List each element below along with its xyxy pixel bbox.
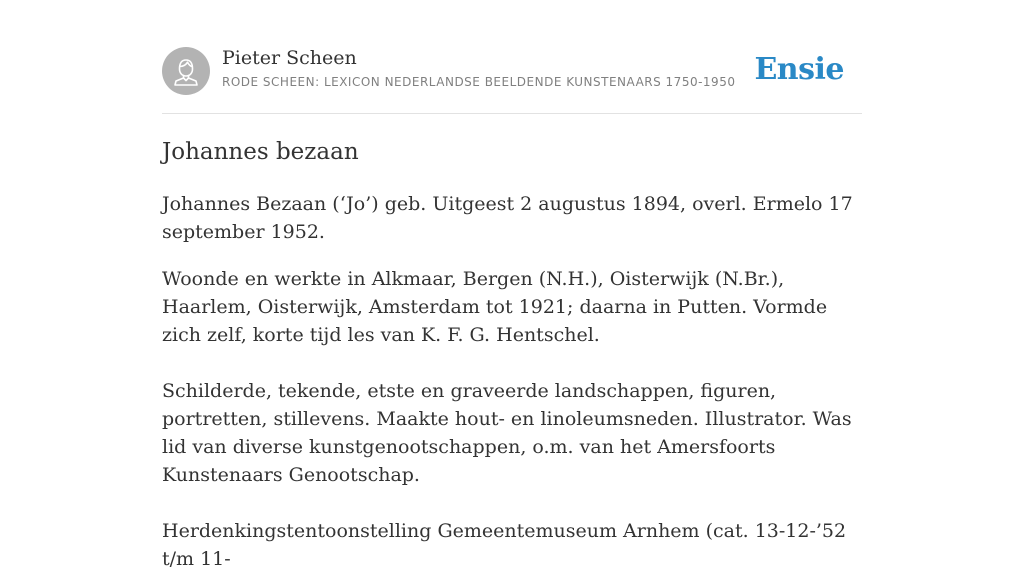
article-header <box>162 46 862 114</box>
article-paragraph-4: Herdenkingstentoonstelling Gemeentemuseum Arnhem (cat. 13-12-’52 t/m 11- <box>162 520 847 570</box>
ensie-logo[interactable]: Ensie <box>754 52 844 87</box>
author-name-link[interactable]: Pieter Scheen <box>222 47 357 69</box>
article-paragraph-2: Woonde en werkte in Alkmaar, Bergen (N.H.), Oisterwijk (N.Br.), Haarlem, Oisterwijk, Amsterdam tot 1921; daarna in Putten. Vormde zich zelf, korte tijd les van K. F. G. Hentschel. <box>162 268 828 346</box>
article-paragraph-1: Johannes Bezaan (‘Jo’) geb. Uitgeest 2 augustus 1894, overl. Ermelo 17 september 1952. <box>162 193 853 243</box>
user-avatar-icon[interactable] <box>162 47 210 95</box>
author-source: RODE SCHEEN: LEXICON NEDERLANDSE BEELDENDE KUNSTENAARS 1750-1950 <box>222 75 736 89</box>
article-paragraph-3: Schilderde, tekende, etste en graveerde landschappen, figuren, portretten, stillevens. Maakte hout- en linoleumsneden. Illustrator. Was lid van diverse kunstgenootschappen, o.m. van het Amersfoorts Kunstenaars Genootschap. <box>162 380 852 486</box>
article-body <box>162 136 862 573</box>
article-title: Johannes bezaan <box>162 139 359 165</box>
